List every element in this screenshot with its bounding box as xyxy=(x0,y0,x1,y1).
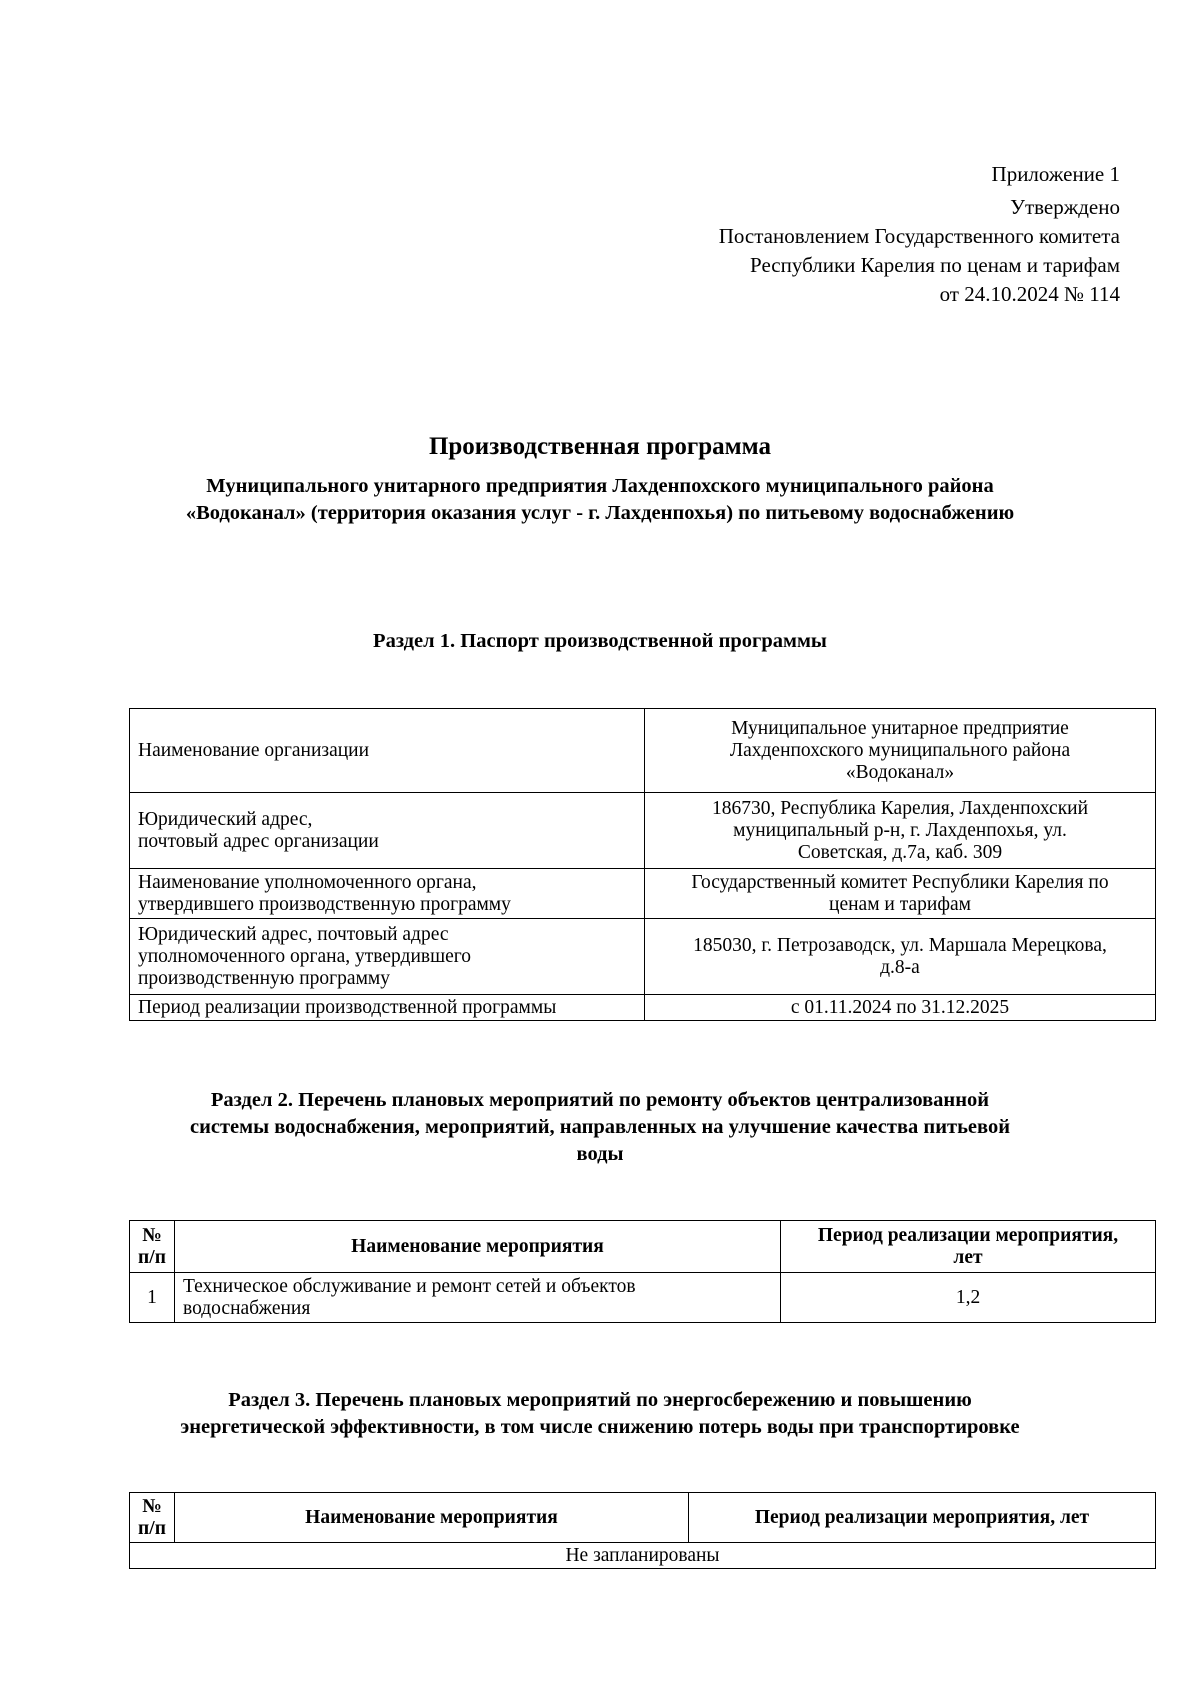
row-value xyxy=(645,995,1156,1021)
header-line: лет xyxy=(953,1246,983,1268)
table-row xyxy=(130,709,1156,793)
approval-line: от 24.10.2024 № 114 xyxy=(939,282,1120,306)
approval-line: Утверждено xyxy=(1010,195,1120,219)
heading-line: энергетической эффективности, в том числе снижению потерь воды при транспортировке xyxy=(180,1416,1020,1438)
row-label xyxy=(130,869,645,919)
column-header-name: Наименование мероприятия xyxy=(175,1493,689,1543)
subtitle-line: «Водоканал» (территория оказания услуг - г. Лахденпохья) по питьевому водоснабжению xyxy=(185,502,1015,524)
row-label-line: Период реализации производственной программы xyxy=(138,996,557,1018)
table-header-row xyxy=(130,1221,1156,1273)
heading-line: Раздел 3. Перечень плановых мероприятий по энергосбережению и повышению xyxy=(228,1389,972,1411)
table-header-row xyxy=(130,1493,1156,1543)
approval-line: Республики Карелия по ценам и тарифам xyxy=(750,253,1120,277)
row-value xyxy=(645,709,1156,793)
cell-line: водоснабжения xyxy=(183,1297,311,1319)
appendix-label: Приложение 1 xyxy=(991,162,1120,186)
subtitle-line: Муниципального унитарного предприятия Лахденпохского муниципального района xyxy=(206,475,994,497)
approval-block xyxy=(719,160,1120,309)
row-label-line: утвердившего производственную программу xyxy=(138,893,511,915)
row-value xyxy=(645,919,1156,995)
column-header-num xyxy=(130,1221,175,1273)
row-label-line: Юридический адрес, xyxy=(138,808,313,830)
approval-line: Постановлением Государственного комитета xyxy=(718,224,1120,248)
row-value-line: Государственный комитет Республики Карелия по xyxy=(691,871,1109,893)
row-value-line: ценам и тарифам xyxy=(829,893,971,915)
row-label-line: Наименование организации xyxy=(138,739,370,761)
table-row xyxy=(130,995,1156,1021)
table-row xyxy=(130,869,1156,919)
row-value-line: д.8-а xyxy=(880,956,920,978)
table-row xyxy=(130,1543,1156,1569)
header-line: п/п xyxy=(138,1517,166,1539)
document-title: Производственная программа xyxy=(428,433,772,460)
heading-line: Раздел 2. Перечень плановых мероприятий по ремонту объектов централизованной xyxy=(210,1089,990,1111)
row-label xyxy=(130,793,645,869)
header-line: № xyxy=(142,1224,162,1246)
row-label xyxy=(130,709,645,793)
table-row xyxy=(130,919,1156,995)
row-value-line: «Водоканал» xyxy=(845,761,955,783)
row-label-line: уполномоченного органа, утвердившего xyxy=(138,945,472,967)
section2-heading xyxy=(120,1087,1080,1168)
not-planned-note: Не запланированы xyxy=(130,1543,1156,1569)
row-label-line: почтовый адрес организации xyxy=(138,830,379,852)
row-label-line: Юридический адрес, почтовый адрес xyxy=(138,923,449,945)
row-label xyxy=(130,919,645,995)
section1-heading: Раздел 1. Паспорт производственной программы xyxy=(373,630,827,652)
row-label xyxy=(130,995,645,1021)
row-label-line: производственную программу xyxy=(138,967,391,989)
column-header-period: Период реализации мероприятия, лет xyxy=(689,1493,1156,1543)
cell-period: 1,2 xyxy=(781,1273,1156,1323)
column-header-period xyxy=(781,1221,1156,1273)
energy-measures-table xyxy=(129,1492,1156,1569)
row-value-line: муниципальный р-н, г. Лахденпохья, ул. xyxy=(733,819,1067,841)
row-value-line: 186730, Республика Карелия, Лахденпохский xyxy=(711,797,1089,819)
passport-table xyxy=(129,708,1156,1021)
cell-name xyxy=(175,1273,781,1323)
column-header-num xyxy=(130,1493,175,1543)
header-line: № xyxy=(142,1495,162,1517)
table-row xyxy=(130,1273,1156,1323)
row-value-line: Муниципальное унитарное предприятие xyxy=(731,717,1069,739)
document-subtitle xyxy=(100,473,1100,527)
row-value xyxy=(645,869,1156,919)
row-label-line: Наименование уполномоченного органа, xyxy=(138,871,477,893)
cell-num: 1 xyxy=(130,1273,175,1323)
heading-line: воды xyxy=(576,1143,624,1165)
row-value-line: Советская, д.7а, каб. 309 xyxy=(797,841,1003,863)
row-value-line: с 01.11.2024 по 31.12.2025 xyxy=(790,996,1010,1018)
row-value xyxy=(645,793,1156,869)
table-row xyxy=(130,793,1156,869)
column-header-name: Наименование мероприятия xyxy=(175,1221,781,1273)
row-value-line: 185030, г. Петрозаводск, ул. Маршала Мерецкова, xyxy=(693,934,1107,956)
section3-heading xyxy=(120,1387,1080,1441)
heading-line: системы водоснабжения, мероприятий, направленных на улучшение качества питьевой xyxy=(189,1116,1011,1138)
repair-measures-table xyxy=(129,1220,1156,1323)
header-line: п/п xyxy=(138,1246,166,1268)
row-value-line: Лахденпохского муниципального района xyxy=(729,739,1071,761)
header-line: Период реализации мероприятия, xyxy=(817,1224,1119,1246)
cell-line: Техническое обслуживание и ремонт сетей и объектов xyxy=(183,1275,636,1297)
